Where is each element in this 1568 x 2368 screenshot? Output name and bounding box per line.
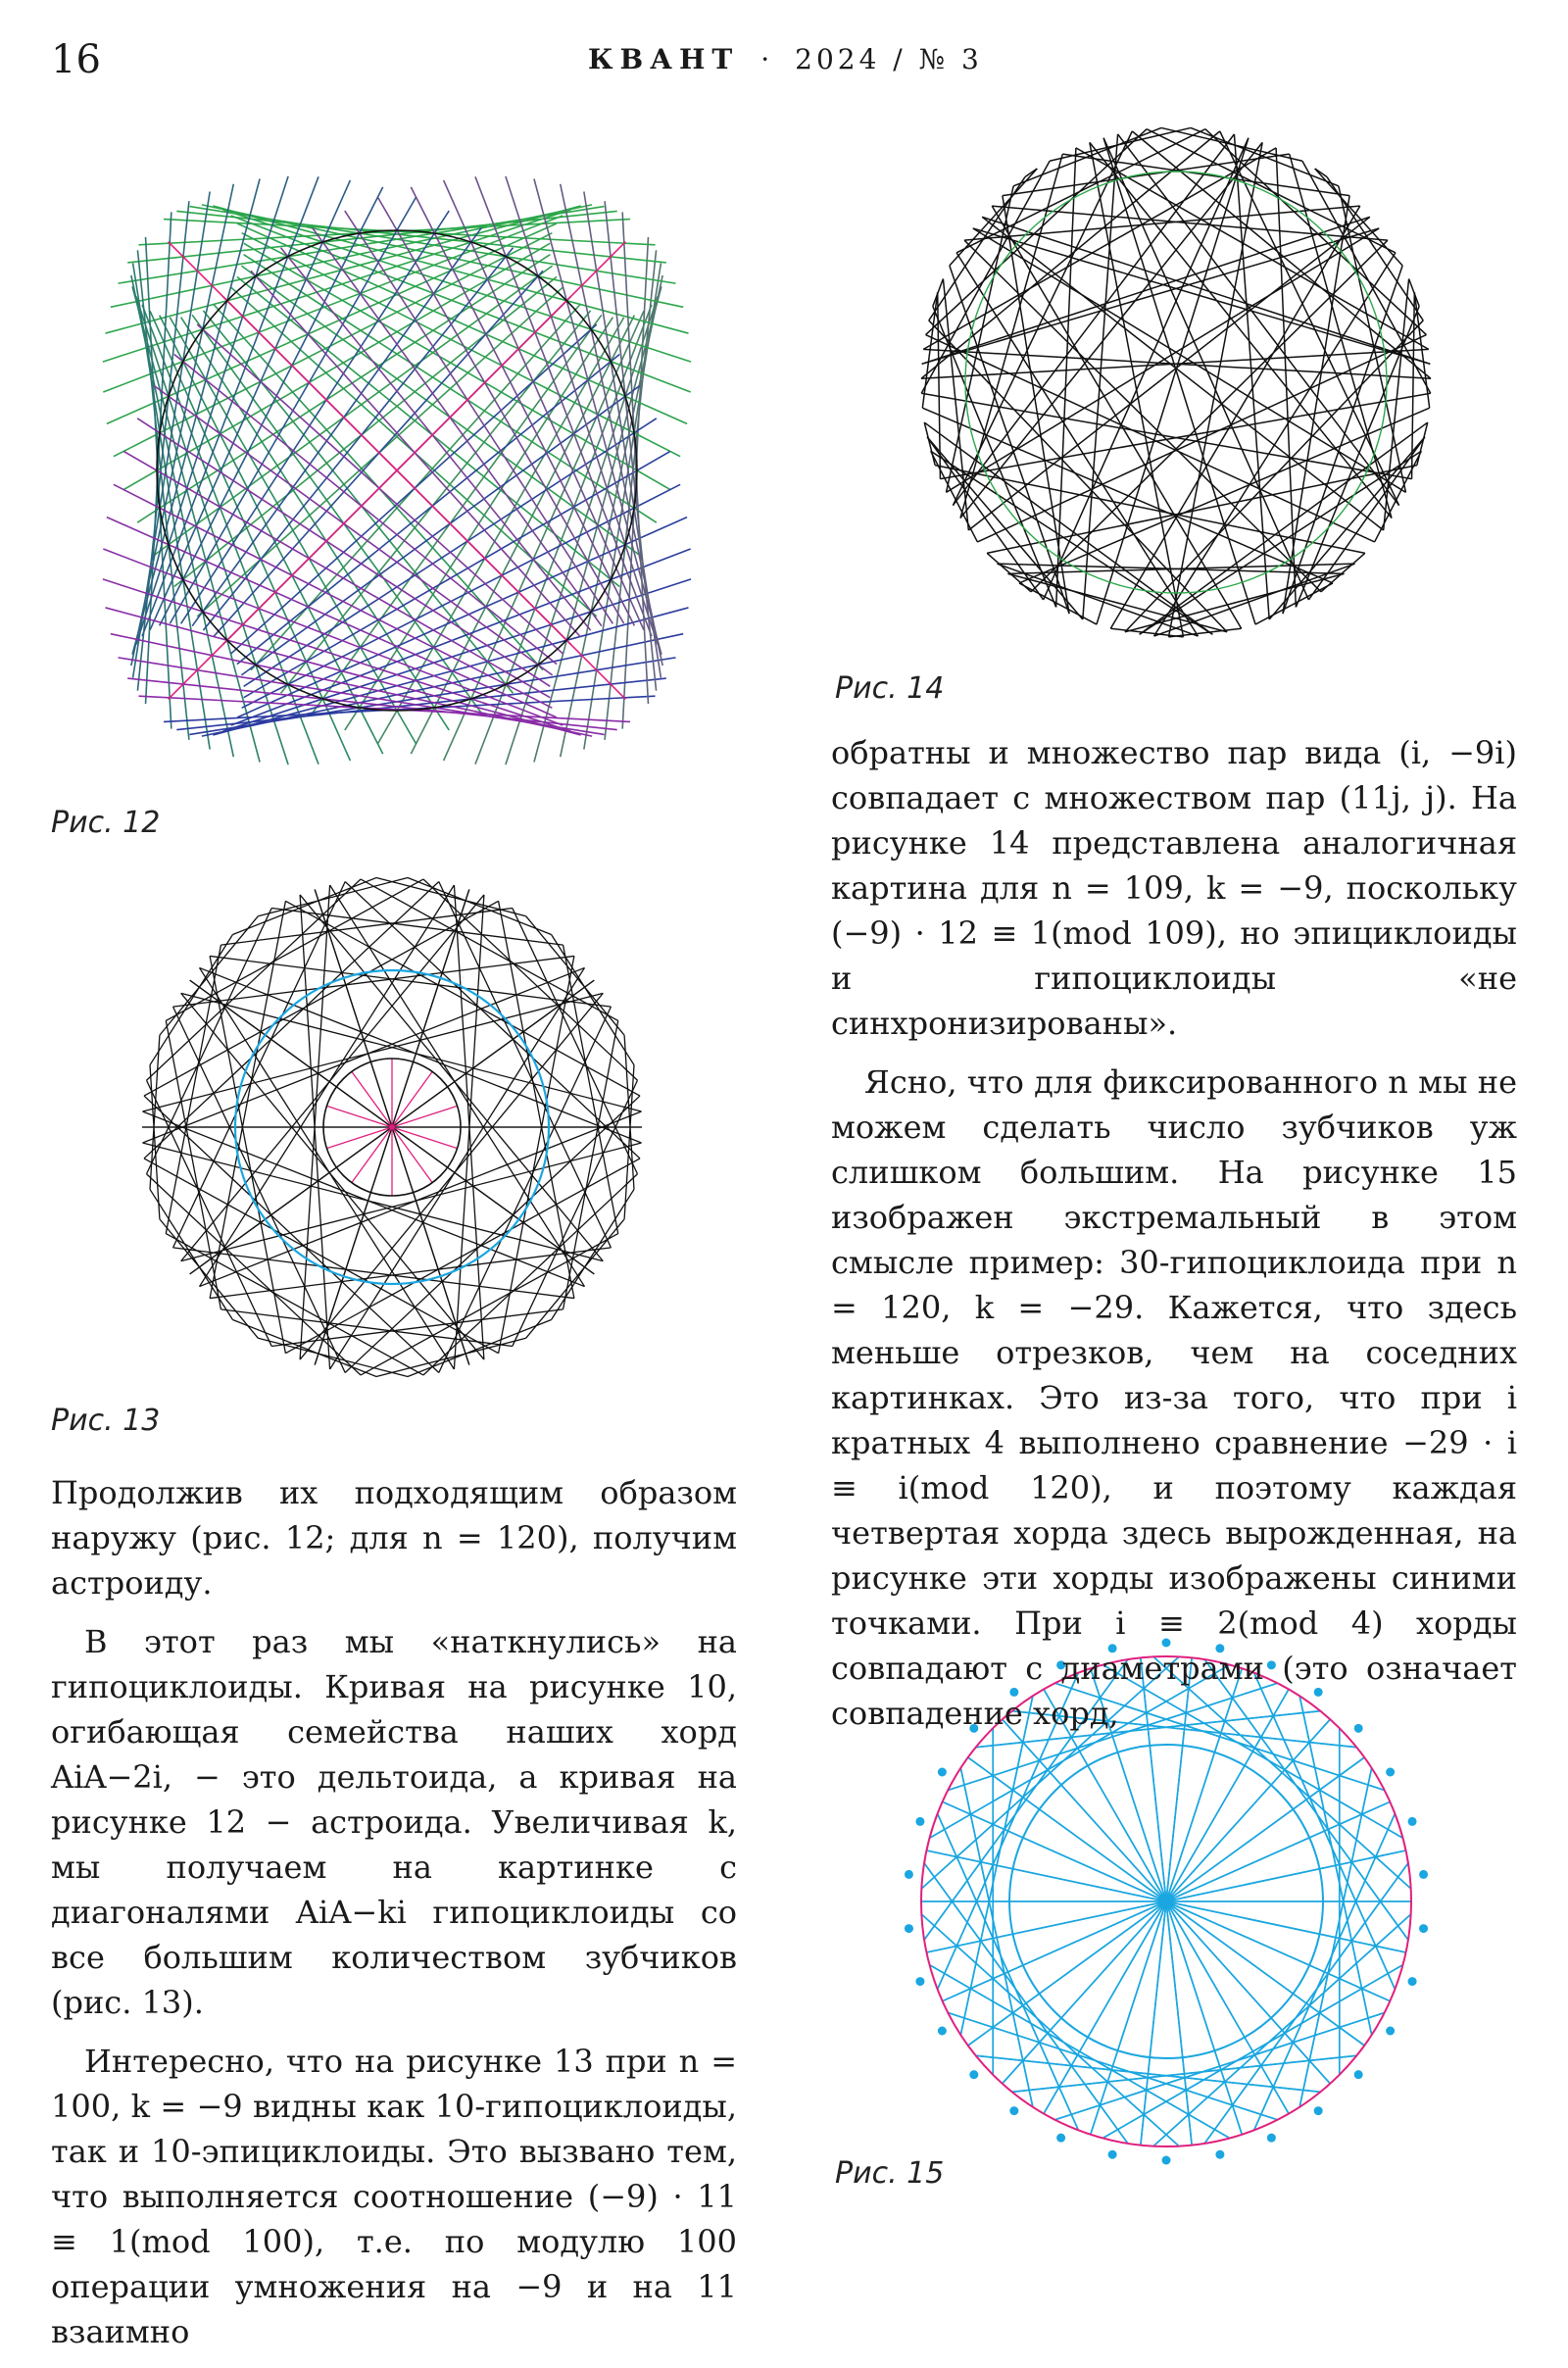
figure-12-astroid [49, 123, 745, 818]
epicycloid-chord [982, 217, 1383, 530]
issue-number: 2024 / № 3 [795, 43, 983, 75]
hypocycloid-chord [1254, 1813, 1396, 2130]
hypocycloid-chord [1153, 1914, 1411, 2146]
astroid-chord [192, 227, 481, 625]
astroid-chord [154, 266, 552, 555]
figure-14-epicycloid [916, 123, 1436, 642]
center-spoke [392, 1106, 458, 1127]
epicycloid-chord [926, 129, 1148, 335]
epicycloid-chord [1283, 266, 1402, 614]
epicycloid-chord [922, 228, 1380, 364]
degenerate-chord-dot [1056, 2134, 1065, 2143]
hypocycloid-chord [181, 1143, 642, 1261]
hypocycloid-chord [300, 993, 603, 1359]
degenerate-chord-dot [938, 1768, 947, 1777]
degenerate-chord-dot [1408, 1817, 1417, 1826]
hypocycloid-chord [423, 879, 638, 1080]
hypocycloid-chord [144, 882, 439, 1159]
center-spoke [326, 1127, 392, 1149]
degenerate-chord-dot [1419, 1924, 1428, 1933]
right-text-column [831, 730, 1517, 1750]
epicycloid-chord [1302, 161, 1431, 393]
hypocycloid-chord [147, 1174, 362, 1375]
epicycloid-chord [1308, 437, 1425, 600]
degenerate-chord-dot [905, 1870, 913, 1879]
epicycloid-chord [1083, 134, 1118, 619]
astroid-chord [378, 197, 624, 623]
epicycloid-chord [921, 131, 1220, 378]
hypocycloid-chord [271, 909, 563, 946]
left-paragraph-2: В этот раз мы «наткнулись» на гипоциклоиды. Кривая на рисунке 10, огибающая семейства наших хорд AiA−2i, − это дельтоида, а кривая на рисунке 12 − астроида. Увеличивая k, мы получаем на картинке с диагоналями AiA−ki гипоциклоиды со все большим количеством зубчиков (рис. 13). [51, 1623, 737, 2021]
figure-12-caption: Рис. 12 [51, 806, 161, 840]
hypocycloid-chord [220, 1309, 512, 1347]
epicycloid-chord [1132, 131, 1431, 378]
left-paragraph-3: Интересно, что на рисунке 13 при n = 100, k = −9 видны как 10-гипоциклоиды, так и 10-эпициклоиды. Это вызвано тем, что выполняется соотношение (−9) · 11 ≡ 1(mod 100), т.е. по модулю 100 операции умножения на −9 и на 11 взаимно [51, 2043, 737, 2350]
astroid-diagonal [397, 470, 625, 699]
hypocycloid-chord [564, 945, 618, 1233]
epicycloid-chord [964, 206, 1360, 240]
astroid-chord [251, 271, 580, 636]
hypocycloid-chord [200, 967, 455, 1369]
epicycloid-chord [1062, 154, 1349, 195]
epicycloid-chord [960, 154, 1062, 518]
epicycloid-chord [950, 169, 1037, 266]
hypocycloid-chord [258, 878, 408, 916]
degenerate-chord-dot [1386, 2027, 1395, 2036]
header-separator: · [760, 43, 774, 75]
epicycloid-chord [1031, 240, 1388, 592]
hypocycloid-chord [361, 1234, 618, 1375]
astroid-diagonal [397, 242, 625, 470]
epicycloid-chord [940, 393, 1430, 478]
hypocycloid-chord [408, 1319, 552, 1376]
astroid-chord [313, 227, 602, 625]
hypocycloid-chord [300, 895, 603, 1261]
hypocycloid-chord [232, 878, 376, 935]
degenerate-chord-dot [915, 1817, 924, 1826]
running-header [588, 43, 983, 75]
epicycloid-chord [1097, 138, 1249, 624]
astroid-diagonal [169, 470, 397, 699]
center-spoke [352, 1071, 392, 1127]
astroid-chord [231, 549, 691, 725]
hypocycloid-chord [1299, 1768, 1372, 2107]
degenerate-chord-dot [1354, 2070, 1363, 2079]
epicycloid-chord [1154, 564, 1355, 636]
degenerate-chord-dot [915, 1977, 924, 1986]
center-spoke [392, 1071, 432, 1127]
hypocycloid-chord [1012, 2055, 1357, 2092]
degenerate-chord-dot [1215, 2150, 1224, 2159]
hypocycloid-chord [526, 916, 624, 1035]
hypocycloid-chord [181, 993, 642, 1111]
epicycloid-chord [997, 564, 1198, 636]
hypocycloid-chord [160, 916, 258, 1035]
center-spoke [326, 1106, 392, 1127]
hypocycloid-chord [166, 879, 423, 1020]
degenerate-chord-dot [969, 2070, 978, 2079]
astroid-chord [154, 386, 552, 675]
degenerate-chord-dot [1108, 2150, 1117, 2159]
epicycloid-chord [1125, 573, 1345, 631]
astroid-chord [103, 549, 563, 725]
epicycloid-chord [1290, 154, 1392, 518]
astroid-chord [123, 452, 550, 698]
hypocycloid-chord [408, 878, 552, 935]
epicycloid-chord [1315, 169, 1402, 266]
astroid-chord [197, 324, 563, 654]
epicycloid-chord [973, 228, 1406, 492]
degenerate-chord-dot [905, 1924, 913, 1933]
astroid-diagonal [169, 242, 397, 470]
epicycloid-chord [1234, 134, 1269, 619]
page-number: 16 [51, 37, 101, 82]
astroid-chord [214, 271, 543, 636]
epicycloid-chord [950, 266, 1069, 614]
degenerate-chord-dot [1386, 1768, 1395, 1777]
hypocycloid-chord [526, 1219, 624, 1338]
astroid-chord [231, 324, 597, 654]
astroid-chord [241, 266, 639, 555]
astroid-chord [192, 315, 481, 713]
epicycloid-chord [935, 466, 1365, 554]
center-spoke [392, 1127, 458, 1149]
astroid-chord [142, 176, 318, 636]
degenerate-chord-dot [1267, 2134, 1276, 2143]
figure-13-caption: Рис. 13 [51, 1404, 161, 1438]
center-spoke [392, 1127, 432, 1183]
epicycloid-chord [927, 437, 1044, 600]
astroid-chord [475, 176, 652, 636]
epicycloid-chord [956, 129, 1205, 253]
astroid-chord [241, 386, 639, 675]
epicycloid-chord [973, 228, 1431, 364]
left-text-column [51, 1470, 737, 2368]
degenerate-chord-dot [1419, 1870, 1428, 1879]
figure-13-hypocycloid [137, 872, 647, 1382]
hypocycloid-chord [232, 1319, 376, 1376]
degenerate-chord-dot [938, 2027, 947, 2036]
right-paragraph-2: Ясно, что для фиксированного n мы не можем сделать число зубчиков уж слишком большим. На рисунке 15 изображен экстремальный в этом смысле пример: 30-гипоциклоида при n = 120, k = −29. Кажется, что здесь меньше отрезков, чем на соседних картинках. Это из-за того, что при i кратных 4 выполнено сравнение −29 · i ≡ i(mod 120), и поэтому каждая четвертая хорда здесь вырожденная, на рисунке эти хорды изображены синими точками. При i ≡ 2(mod 4) хорды совпадают с диаметрами (это означает совпадение хорд, [831, 1063, 1517, 1732]
epicycloid-chord [992, 206, 1388, 240]
figure-14-caption: Рис. 14 [835, 671, 945, 706]
magazine-title: КВАНТ [588, 43, 740, 75]
epicycloid-chord [1103, 138, 1255, 624]
hypocycloid-chord [160, 1219, 258, 1338]
degenerate-chord-dot [1162, 2156, 1171, 2165]
astroid-chord [313, 315, 602, 713]
epicycloid-chord [968, 217, 1369, 530]
right-paragraph-1: обратны и множество пар вида (i, −9i) совпадает с множеством пар (11j, j). На рисунке 14 представлена аналогичная картина для n = 109, k = −9, поскольку (−9) · 12 ≡ 1(mod 109), но эпициклоиды и гипоциклоиды «не синхронизированы». [831, 734, 1517, 1042]
epicycloid-chord [921, 393, 1411, 478]
hypocycloid-chord [564, 1020, 618, 1308]
center-spoke [352, 1127, 392, 1183]
epicycloid-chord [1003, 154, 1290, 195]
degenerate-chord-dot [1009, 2106, 1018, 2115]
hypocycloid-chord [200, 885, 455, 1287]
figure-15-caption: Рис. 15 [835, 2156, 945, 2191]
degenerate-chord-dot [1408, 1977, 1417, 1986]
hypocycloid-chord [258, 1338, 408, 1376]
degenerate-chord-dot [1314, 2106, 1323, 2115]
left-paragraph-1: Продолжив их подходящим образом наружу (рис. 12; для n = 120), получим астроиду. [51, 1474, 737, 1602]
hypocycloid-chord [376, 878, 526, 916]
epicycloid-chord [947, 228, 1380, 492]
hypocycloid-chord [376, 1338, 526, 1376]
